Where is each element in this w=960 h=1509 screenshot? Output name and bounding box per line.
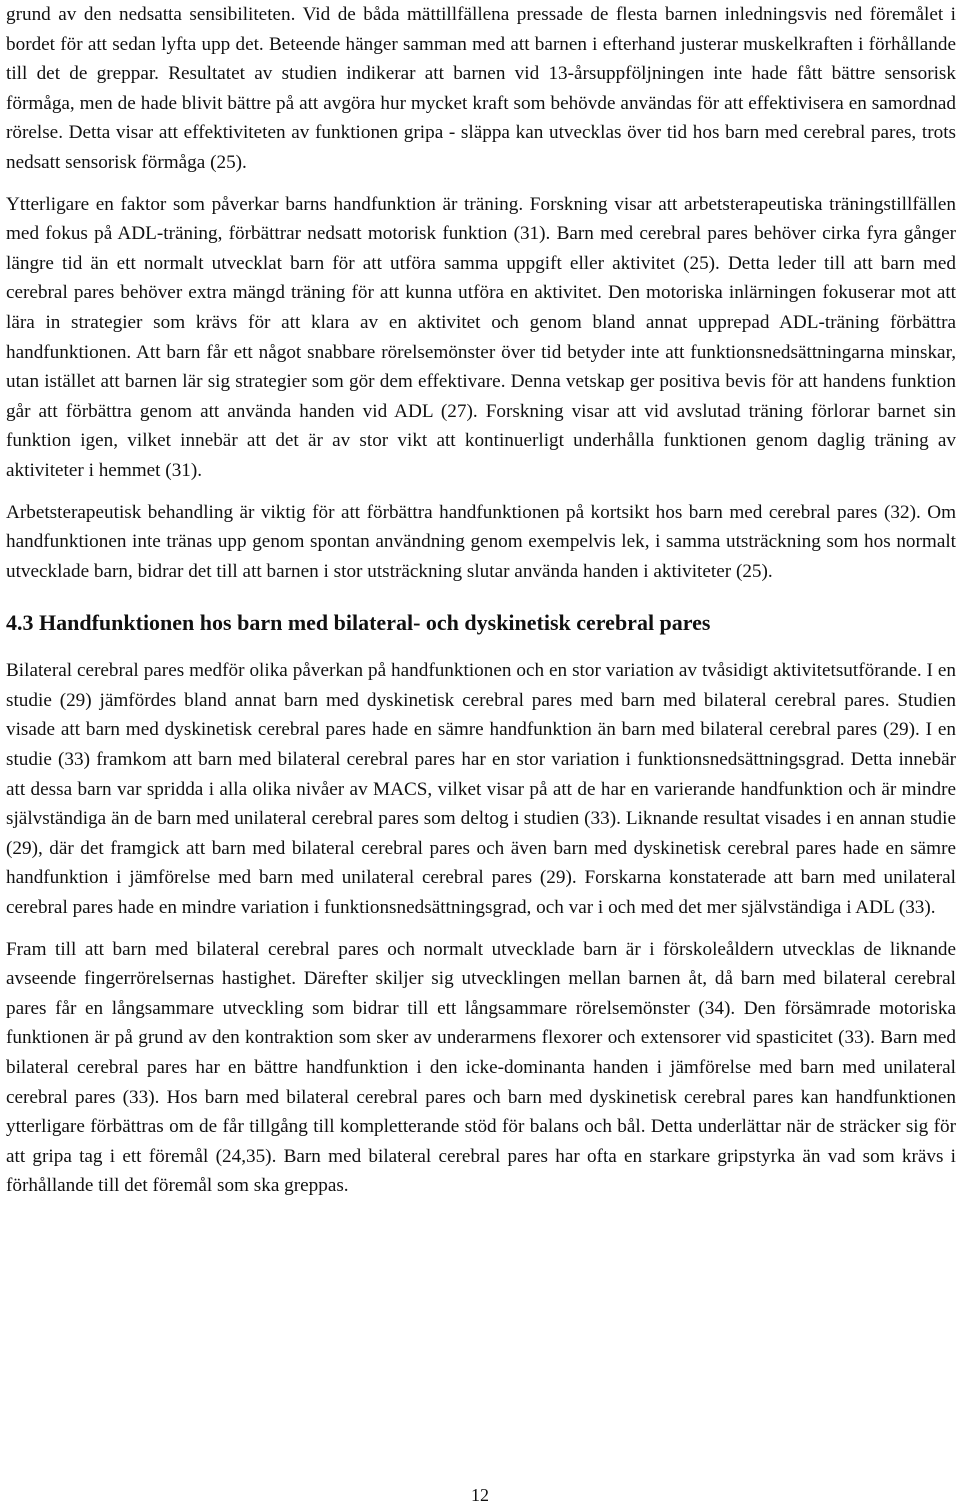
document-page [6,0,956,1201]
paragraph-bilateral-development: Fram till att barn med bilateral cerebral pares och normalt utvecklade barn är i förskoleåldern utvecklas de liknande avseende fingerrörelsernas hastighet. Därefter skiljer sig utvecklingen mellan barnen åt, då barn med bilateral cerebral pares får en långsammare utveckling som bidrar till ett långsammare rörelsemönster (34). Den försämrade motoriska funktionen är på grund av den kontraktion som sker av underarmens flexorer och extensorer vid spasticitet (33). Barn med bilateral cerebral pares har en bättre handfunktion i den icke-dominanta handen i jämförelse med barn med unilateral cerebral pares (33). Hos barn med bilateral cerebral pares och barn med dyskinetisk cerebral pares kan handfunktionen ytterligare förbättras om de får tillgång till kompletterande stöd för balans och bål. Detta underlättar när de sträcker sig för att gripa tag i ett föremål (24,35). Barn med bilateral cerebral pares har ofta en starkare gripstyrka än vad som krävs i förhållande till det föremål som ska greppas. [6,938,956,1197]
page-number: 12 [471,1485,489,1505]
paragraph-sensibility: grund av den nedsatta sensibiliteten. Vid de båda mättillfällena pressade de flesta barnen inledningsvis ned föremålet i bordet för att sedan lyfta upp det. Beteende hänger samman med att barnen i efterhand justerar muskelkraften i förhållande till det de greppar. Resultatet av studien indikerar att barnen vid 13-årsuppföljningen inte hade fått bättre sensorisk förmåga, men de hade blivit bättre på att avgöra hur mycket kraft som behövde användas för att effektivisera en samordnad rörelse. Detta visar att effektiviteten av funktionen gripa - släppa kan utvecklas över tid hos barn med cerebral pares, trots nedsatt sensorisk förmåga (25). [6,4,956,173]
paragraph-occupational-therapy: Arbetsterapeutisk behandling är viktig för att förbättra handfunktionen på kortsikt hos barn med cerebral pares (32). Om handfunktionen inte tränas upp genom spontan användning genom exempelvis lek, i samma utsträckning som hos normalt utvecklade barn, bidrar det till att barnen i stor utsträckning slutar använda handen i aktiviteter (25). [6,501,956,582]
section-heading: 4.3 Handfunktionen hos barn med bilateral- och dyskinetisk cerebral pares [6,610,711,636]
paragraph-bilateral-variation: Bilateral cerebral pares medför olika påverkan på handfunktionen och en stor variation av tvåsidigt aktivitetsutförande. I en studie (29) jämfördes bland annat barn med dyskinetisk cerebral pares med barn med bilateral cerebral pares. Studien visade att barn med dyskinetisk cerebral pares hade en sämre handfunktion än barn med bilateral cerebral pares (29). I en studie (33) framkom att barn med bilateral cerebral pares har en stor variation i funktionsnedsättningsgrad. Detta innebär att dessa barn var spridda i alla olika nivåer av MACS, vilket visar på att de har en varierande handfunktion och är mindre självständiga än de barn med unilateral cerebral pares som deltog i studien (33). Liknande resultat visades i en annan studie (29), där det framgick att barn med bilateral cerebral pares och även barn med dyskinetisk cerebral pares hade en sämre handfunktion i jämförelse med barn med unilateral cerebral pares (29). Forskarna konstaterade att barn med unilateral cerebral pares hade en mindre variation i funktionsnedsättningsgrad, och var i och med det mer självständiga i ADL (33). [6,660,956,919]
paragraph-training: Ytterligare en faktor som påverkar barns handfunktion är träning. Forskning visar att arbetsterapeutiska träningstillfällen med fokus på ADL-träning, förbättrar nedsatt motorisk funktion (31). Barn med cerebral pares behöver cirka fyra gånger längre tid än ett normalt utvecklat barn för att utföra samma uppgift eller aktivitet (25). Detta leder till att barn med cerebral pares behöver extra mängd träning för att kunna utföra en aktivitet. Den motoriska inlärningen fokuserar mot att lära in strategier som krävs för att klara av en aktivitet och genom bland annat upprepad ADL-träning förbättra handfunktionen. Att barn får ett något snabbare rörelsemönster över tid betyder inte att funktionsnedsättningarna minskar, utan istället att barnen lär sig strategier som gör dem effektivare. Denna vetskap ger positiva bevis för att handens funktion går att förbättra genom att använda handen vid ADL (27). Forskning visar att vid avslutad träning förlorar barnet sin funktion igen, vilket innebär att det är av stor vikt att kontinuerligt underhålla funktionen genom daglig träning av aktiviteter i hemmet (31). [6,193,956,481]
